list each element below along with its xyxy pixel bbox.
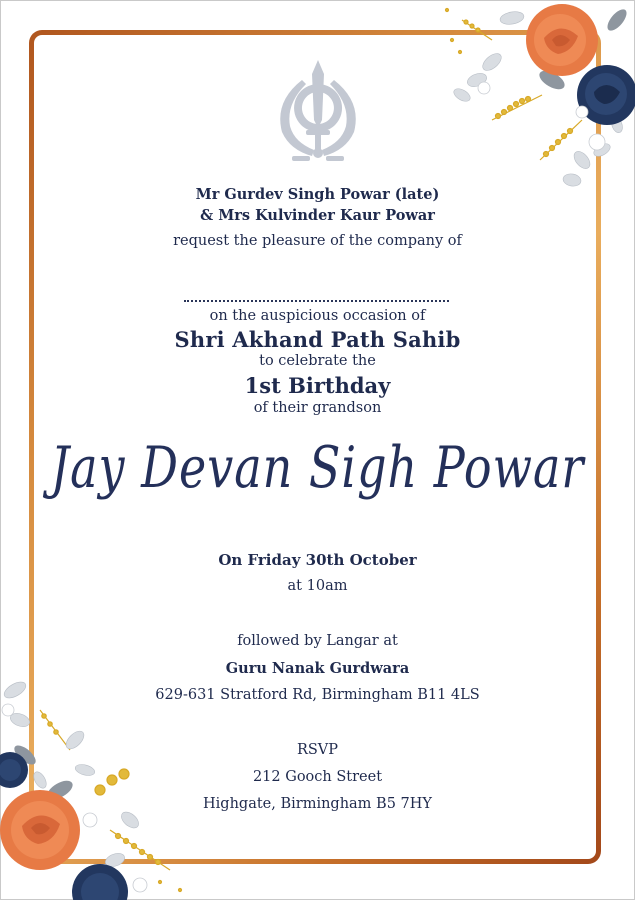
hosts-line-2: & Mrs Kulvinder Kaur Powar bbox=[200, 207, 435, 224]
rsvp-address-line-2: Highgate, Birmingham B5 7HY bbox=[203, 796, 432, 812]
event-time: at 10am bbox=[287, 578, 348, 594]
rsvp-label: RSVP bbox=[296, 742, 339, 758]
request-text: request the pleasure of the company of bbox=[173, 233, 462, 249]
milestone-title: 1st Birthday bbox=[244, 373, 391, 398]
venue-address: 629-631 Stratford Rd, Birmingham B11 4LS bbox=[155, 687, 480, 703]
event-date: On Friday 30th October bbox=[218, 551, 417, 569]
rsvp-address-line-1: 212 Gooch Street bbox=[252, 769, 383, 785]
event-title: Shri Akhand Path Sahib bbox=[174, 327, 461, 352]
hosts bbox=[0, 184, 635, 226]
guest-name-dotted-line bbox=[184, 300, 449, 302]
honoree-name: Jay Devan Sigh Powar bbox=[50, 433, 585, 501]
relation-text: of their grandson bbox=[253, 400, 382, 416]
celebrate-text: to celebrate the bbox=[259, 353, 376, 369]
followed-by-text: followed by Langar at bbox=[237, 633, 398, 649]
hosts-line-1: Mr Gurdev Singh Powar (late) bbox=[195, 186, 440, 203]
venue-name: Guru Nanak Gurdwara bbox=[225, 660, 410, 677]
occasion-intro: on the auspicious occasion of bbox=[209, 308, 426, 324]
